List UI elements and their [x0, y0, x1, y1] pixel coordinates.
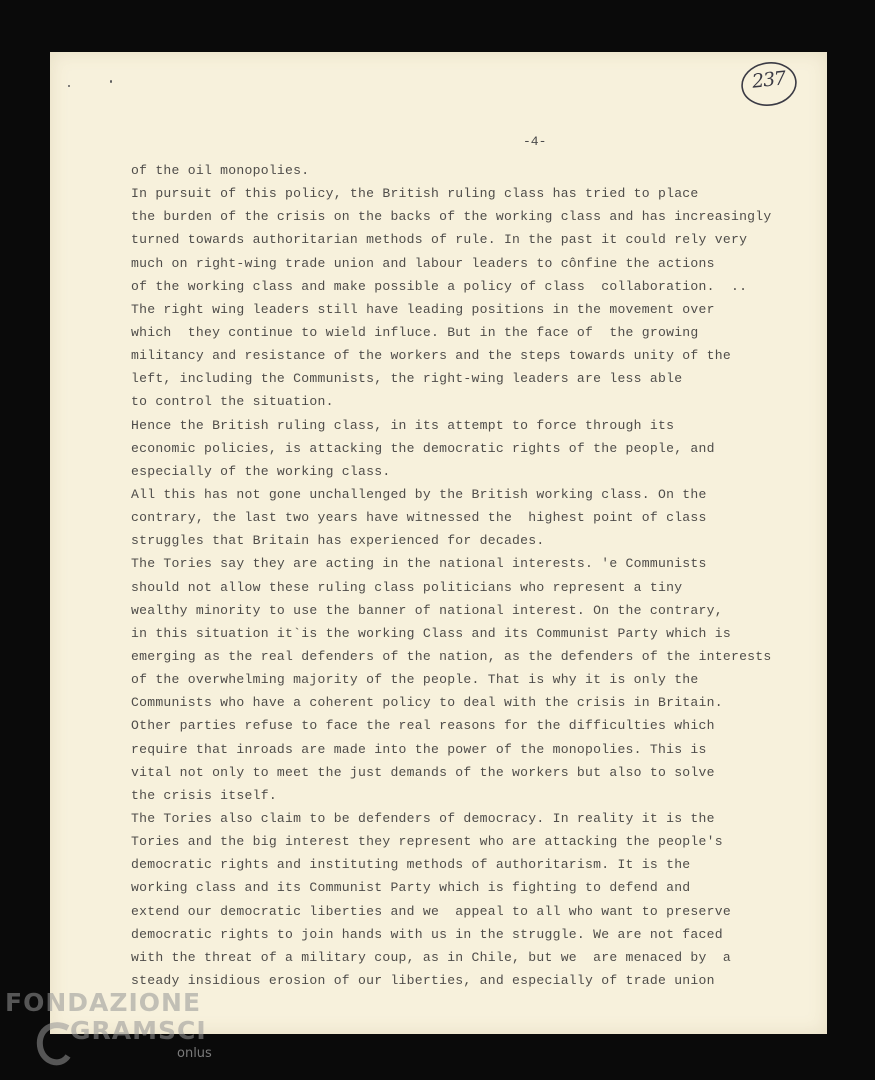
text-line: The Tories say they are acting in the national interests. 'e Communists: [131, 556, 707, 572]
text-line: left, including the Communists, the right-wing leaders are less able: [131, 371, 683, 387]
ink-speck: [110, 80, 112, 83]
watermark-line-1: FONDAZIONE: [5, 988, 202, 1017]
text-line: The Tories also claim to be defenders of democracy. In reality it is the: [131, 810, 715, 826]
watermark-logo: [0, 982, 230, 1080]
text-line: Tories and the big interest they represent who are attacking the people's: [131, 834, 723, 850]
text-line: much on right-wing trade union and labour leaders to cônfine the actions: [131, 255, 715, 271]
document-page: [50, 52, 827, 1034]
text-line: In pursuit of this policy, the British ruling class has tried to place: [131, 186, 699, 202]
text-line: emerging as the real defenders of the nation, as the defenders of the interests: [131, 648, 772, 664]
text-line: economic policies, is attacking the democratic rights of the people, and: [131, 440, 715, 456]
text-line: democratic rights to join hands with us in the struggle. We are not faced: [131, 926, 723, 942]
g-swirl-icon: [34, 1016, 74, 1074]
text-line: the crisis itself.: [131, 787, 277, 803]
text-line: which they continue to wield influce. But in the face of the growing: [131, 324, 699, 340]
text-line: Hence the British ruling class, in its attempt to force through its: [131, 417, 675, 433]
text-line: of the working class and make possible a policy of class collaboration. ..: [131, 278, 748, 294]
text-line: struggles that Britain has experienced for decades.: [131, 533, 545, 549]
text-line: vital not only to meet the just demands of the workers but also to solve: [131, 764, 715, 780]
folio-stamp: [740, 58, 798, 108]
text-line: especially of the working class.: [131, 463, 391, 479]
text-line: with the threat of a military coup, as in Chile, but we are menaced by a: [131, 949, 731, 965]
ink-speck: [68, 85, 70, 87]
typed-text-body: [131, 159, 821, 992]
text-line: of the oil monopolies.: [131, 163, 310, 178]
page-number: -4-: [523, 134, 547, 149]
text-line: should not allow these ruling class politicians who represent a tiny: [131, 579, 683, 595]
text-line: in this situation it`is the working Class and its Communist Party which is: [131, 625, 731, 641]
text-line: turned towards authoritarian methods of rule. In the past it could rely very: [131, 232, 748, 248]
text-line: extend our democratic liberties and we appeal to all who want to preserve: [131, 903, 731, 919]
watermark-line-3: onlus: [177, 1046, 212, 1061]
watermark-line-2: GRAMSCI: [70, 1016, 207, 1045]
text-line: the burden of the crisis on the backs of the working class and has increasingly: [131, 209, 772, 225]
text-line: Communists who have a coherent policy to deal with the crisis in Britain.: [131, 695, 723, 711]
text-line: wealthy minority to use the banner of national interest. On the contrary,: [131, 602, 723, 618]
text-line: contrary, the last two years have witnessed the highest point of class: [131, 510, 707, 526]
text-line: of the overwhelming majority of the people. That is why it is only the: [131, 672, 699, 688]
text-line: The right wing leaders still have leading positions in the movement over: [131, 301, 715, 317]
text-line: to control the situation.: [131, 394, 334, 410]
text-line: Other parties refuse to face the real reasons for the difficulties which: [131, 718, 715, 734]
text-line: democratic rights and instituting methods of authoritarism. It is the: [131, 857, 691, 873]
text-line: require that inroads are made into the power of the monopolies. This is: [131, 741, 707, 757]
text-line: steady insidious erosion of our liberties, and especially of trade union: [131, 972, 715, 988]
text-line: militancy and resistance of the workers and the steps towards unity of the: [131, 348, 731, 364]
folio-number: 237: [750, 67, 787, 93]
text-line: working class and its Communist Party which is fighting to defend and: [131, 880, 691, 896]
text-line: All this has not gone unchallenged by the British working class. On the: [131, 486, 707, 502]
